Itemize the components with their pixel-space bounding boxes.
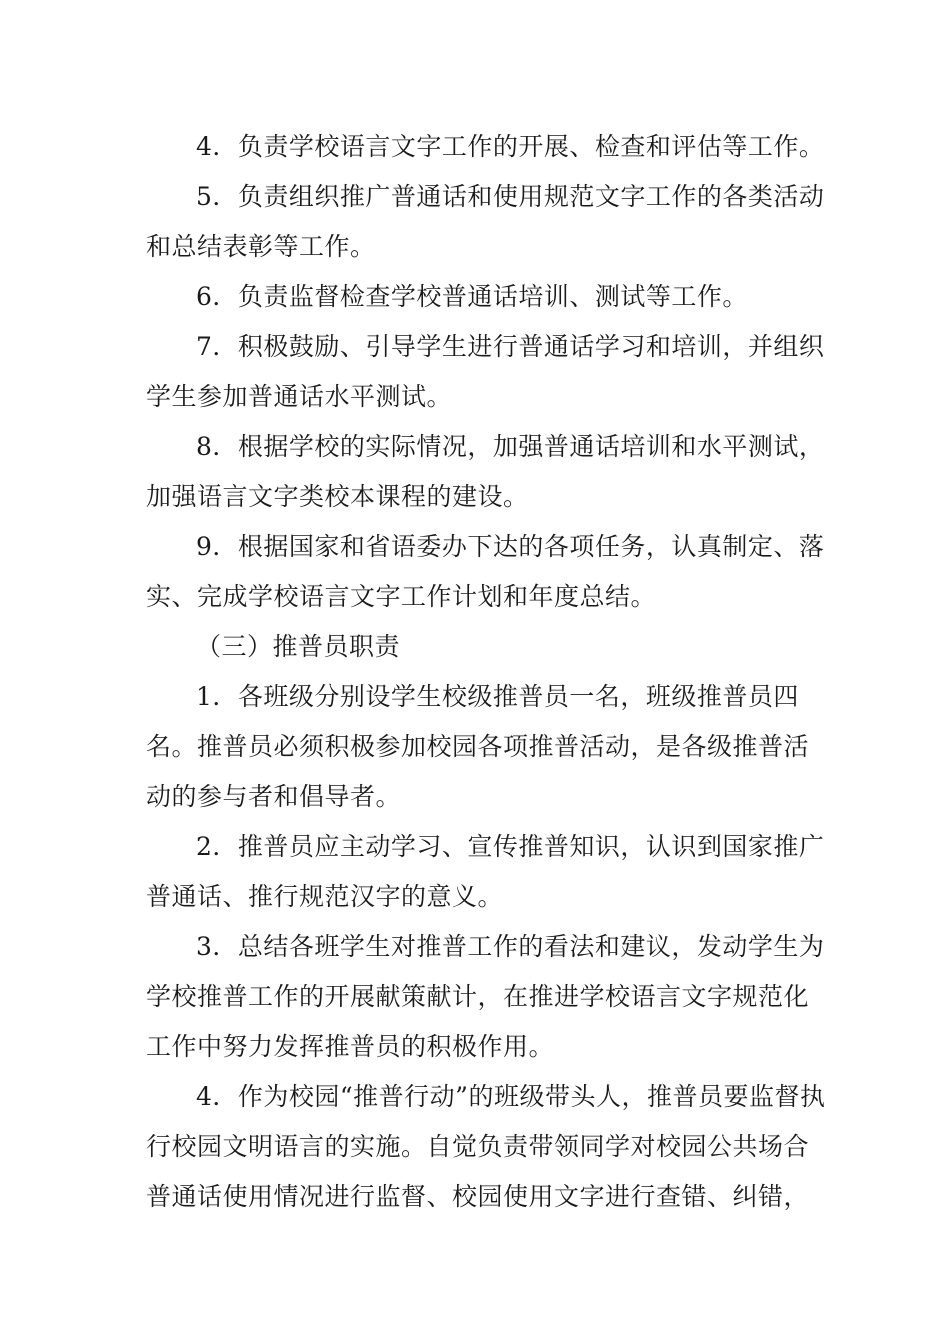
section-heading: （三）推普员职责 (196, 632, 401, 661)
paragraph-duty-5: 5．负责组织推广普通话和使用规范文字工作的各类活动和总结表彰等工作。 (146, 182, 825, 261)
paragraph-duty-9: 9．根据国家和省语委办下达的各项任务，认真制定、落实、完成学校语言文字工作计划和年度总结。 (146, 532, 825, 611)
paragraph-promoter-2: 2．推普员应主动学习、宣传推普知识，认识到国家推广普通话、推行规范汉字的意义。 (146, 832, 825, 911)
paragraph-duty-6: 6．负责监督检查学校普通话培训、测试等工作。 (196, 282, 748, 311)
paragraph-promoter-4: 4．作为校园“推普行动”的班级带头人，推普员要监督执行校园文明语言的实施。自觉负责带领同学对校园公共场合普通话使用情况进行监督、校园使用文字进行查错、纠错， (146, 1082, 826, 1211)
paragraph-duty-4: 4．负责学校语言文字工作的开展、检查和评估等工作。 (196, 132, 825, 161)
paragraph-promoter-1: 1．各班级分别设学生校级推普员一名，班级推普员四名。推普员必须积极参加校园各项推普活动，是各级推普活动的参与者和倡导者。 (146, 682, 810, 811)
paragraph-duty-8: 8．根据学校的实际情况，加强普通话培训和水平测试，加强语言文字类校本课程的建设。 (146, 432, 825, 511)
document-body (146, 122, 826, 1222)
paragraph-duty-7: 7．积极鼓励、引导学生进行普通话学习和培训，并组织学生参加普通话水平测试。 (146, 332, 825, 411)
paragraph-promoter-3: 3．总结各班学生对推普工作的看法和建议，发动学生为学校推普工作的开展献策献计，在推进学校语言文字规范化工作中努力发挥推普员的积极作用。 (146, 932, 825, 1061)
